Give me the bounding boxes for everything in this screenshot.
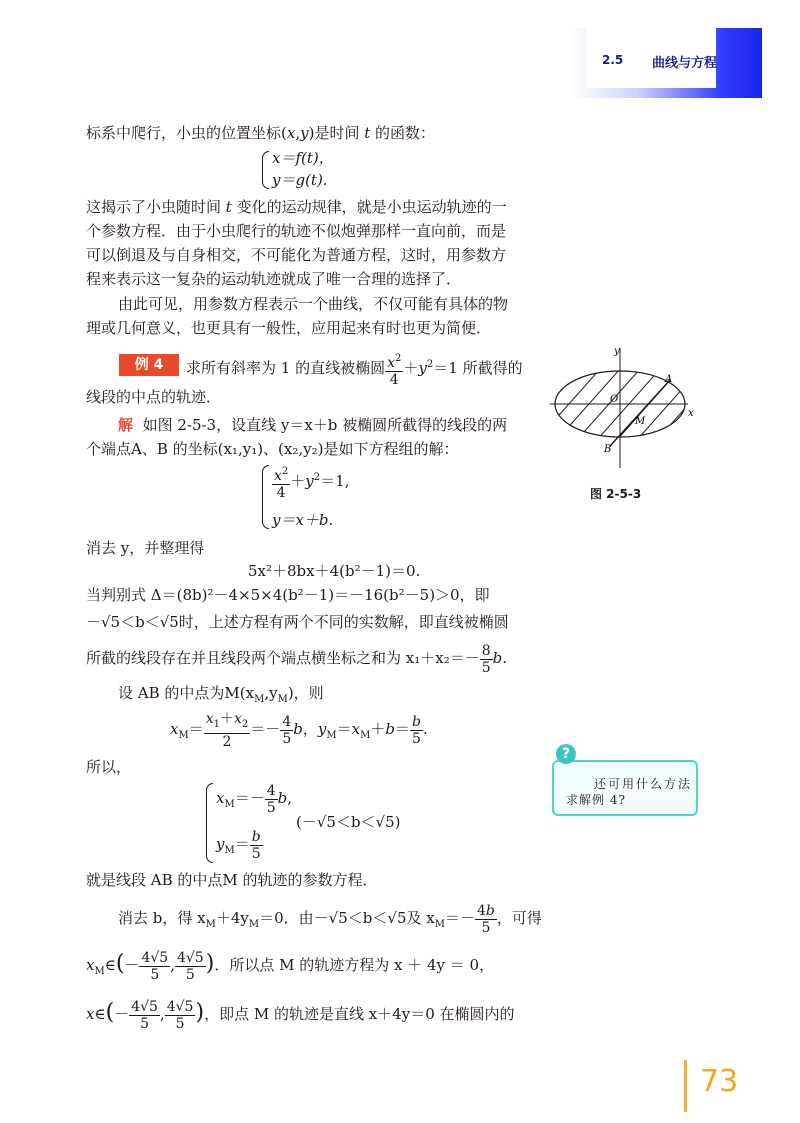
equation-line: $y_M=$ $\frac{b}{5}$: [216, 828, 261, 862]
equation-line: y＝g(t).: [272, 171, 328, 189]
label-x: x: [688, 408, 694, 419]
label-m: M: [635, 416, 646, 427]
text-line: 就是线段 AB 的中点M 的轨迹的参数方程．: [86, 871, 378, 889]
question-icon: ?: [556, 744, 576, 764]
text-line: 当判别式 Δ＝(8b)²－4×5×4(b²－1)＝－16(b²－5)＞0，即: [86, 586, 490, 604]
text-line: x∈(－ $\frac{4√5}{5}$ , $\frac{4√5}{5}$ )，即点 M 的轨迹是直线 x＋4y＝0 在椭圆内的: [86, 998, 515, 1032]
text-line: 消去 y，并整理得: [86, 539, 205, 557]
side-note-line: 还可用什么方法: [594, 777, 693, 791]
text-line: 可以倒退及与自身相交，不可能化为普通方程，这时，用参数方: [86, 246, 507, 264]
text-line: 设 AB 的中点为$M(x_M,y_M)$，则: [118, 684, 324, 705]
label-b: B: [604, 444, 612, 455]
equation-line: x＝f(t)，: [272, 149, 334, 167]
text-line: 这揭示了小虫随时间 t 变化的运动规律，就是小虫运动轨迹的一: [86, 198, 507, 216]
text-line: 个端点A、B 的坐标(x₁,y₁)、(x₂,y₂)是如下方程组的解：: [86, 440, 459, 458]
label-a: A: [665, 374, 673, 385]
text-line: 解 如图 2-5-3，设直线 y＝x＋b 被椭圆所截得的线段的两: [118, 416, 508, 434]
page-number-rule: [684, 1060, 687, 1112]
ellipse-figure: [548, 340, 698, 470]
text-line: －√5＜b＜√5时，上述方程有两个不同的实数解，即直线被椭圆: [86, 613, 509, 631]
text-line: 由此可见，用参数方程表示一个曲线，不仅可能有具体的物: [118, 295, 509, 313]
text-line: $x_M\in(-$ $\frac{4√5}{5}$ , $\frac{4√5}{5}$ )．所以点 M 的轨迹方程为 x ＋ 4y ＝ 0，: [86, 949, 495, 983]
section-number: 2.5: [602, 53, 624, 67]
text-line: 所以，: [86, 758, 132, 776]
equation-line: $x_M=-$ $\frac{4}{5}$ b,: [216, 782, 293, 816]
equation-line: $\frac{x^2}{4}$ $+y^2=1$,: [274, 465, 350, 501]
text-line: 标系中爬行，小虫的位置坐标(x,y)是时间 t 的函数：: [86, 124, 436, 142]
side-note-line: 求解例 4?: [566, 793, 626, 807]
text-line: 所截的线段存在并且线段两个端点横坐标之和为 x₁＋x₂＝－ $\frac{8}{5}$ b.: [86, 642, 508, 676]
page-number: 73: [700, 1064, 739, 1099]
equation-line: $x_M=$ $\frac{x_1+x_2}{2}$ ＝－ $\frac{4}{5}$ b，$y_M=x_M+b=$ $\frac{b}{5}$ .: [170, 710, 428, 750]
text-line: 线段的中点的轨迹．: [86, 388, 222, 406]
equation-line: 5x²＋8bx＋4(b²－1)＝0.: [248, 562, 421, 580]
label-o: O: [610, 394, 619, 405]
text-line: 理或几何意义，也更具有一般性，应用起来有时也更为简便．: [86, 319, 492, 337]
text-line: 程来表示这一复杂的运动轨迹就成了唯一合理的选择了．: [86, 270, 462, 288]
label-y: y: [614, 346, 620, 357]
brace: [262, 151, 269, 189]
example-label: 例 4: [119, 354, 179, 376]
brace: [262, 465, 269, 529]
text-line: 个参数方程．由于小虫爬行的轨迹不似炮弹那样一直向前，而是: [86, 222, 507, 240]
condition: (－√5＜b＜√5): [296, 813, 401, 831]
text-line: 求所有斜率为 1 的直线被椭圆 $\frac{x^2}{4}$ $+y^2=1$ 所截得的: [186, 352, 523, 388]
section-title: 曲线与方程: [652, 56, 718, 71]
brace: [206, 783, 213, 863]
equation-line: y＝x＋b.: [272, 511, 334, 529]
solution-label: 解: [118, 416, 134, 434]
text-line: 消去 b，得 $x_M+4y_M=0$．由－√5＜b＜√5及 $x_M=-$ $\frac{4b}{5}$ ，可得: [118, 902, 542, 936]
figure-caption: 图 2-5-3: [590, 487, 642, 501]
